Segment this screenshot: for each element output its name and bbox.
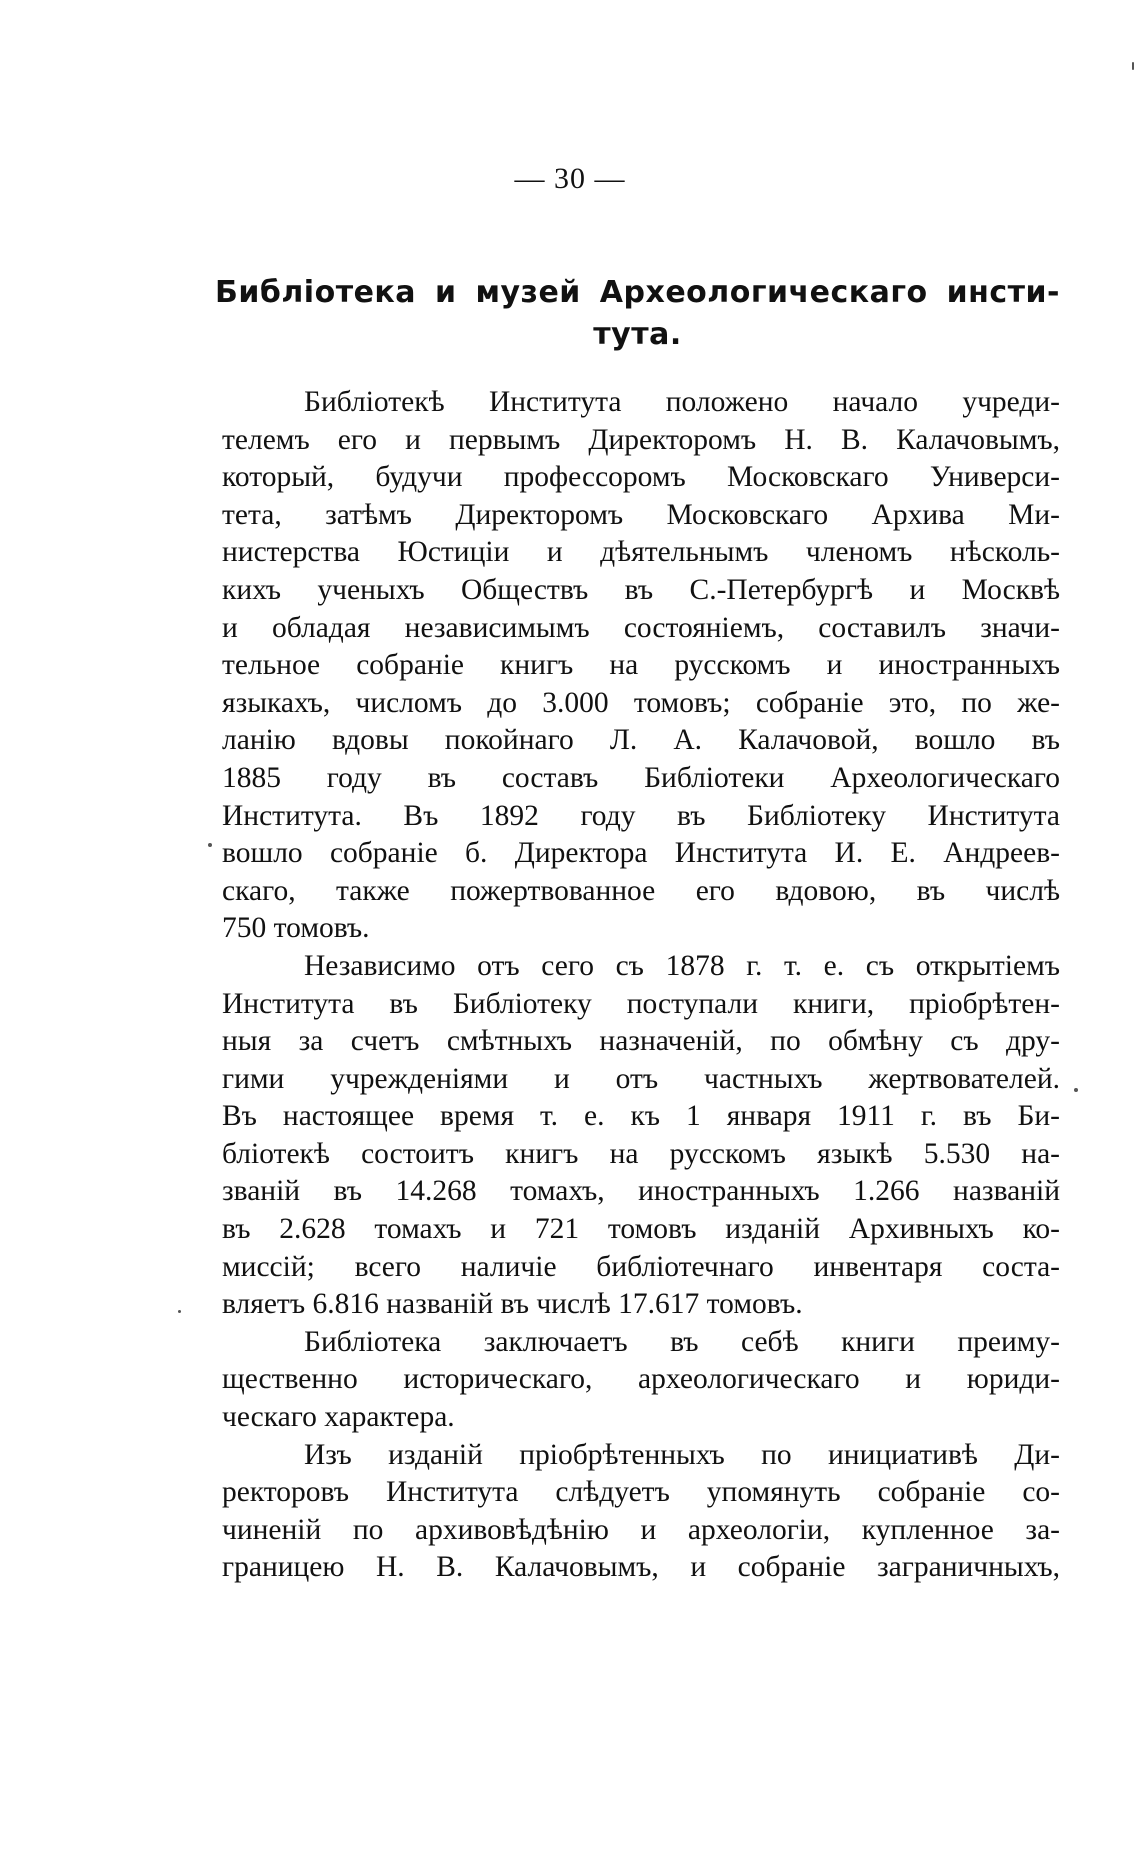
text-line: кихъ ученыхъ Обществъ въ С.-Петербургѣ и Москвѣ bbox=[222, 573, 1060, 606]
text-line: который, будучи профессоромъ Московскаго Универси- bbox=[222, 461, 1060, 494]
text-line: Института. Въ 1892 году въ Библіотеку Института bbox=[222, 799, 1060, 832]
text-line: гими учрежденіями и отъ частныхъ жертвователей. bbox=[222, 1062, 1060, 1095]
text-line: языкахъ, числомъ до 3.000 томовъ; собраніе это, по же- bbox=[222, 686, 1060, 719]
text-line: Изъ изданій пріобрѣтенныхъ по инициативѣ Ди- bbox=[304, 1438, 1060, 1471]
text-line: ланію вдовы покойнаго Л. А. Калачовой, вошло въ bbox=[222, 724, 1060, 757]
text-line: Независимо отъ сего съ 1878 г. т. е. съ открытіемъ bbox=[304, 949, 1060, 982]
text-line: щественно историческаго, археологическаго и юриди- bbox=[222, 1363, 1060, 1396]
text-line: ческаго характера. bbox=[222, 1401, 455, 1434]
text-line: бліотекѣ состоитъ книгъ на русскомъ языкѣ 5.530 на- bbox=[222, 1137, 1060, 1170]
scan-speck bbox=[178, 1310, 181, 1313]
text-line: ректоровъ Института слѣдуетъ упомянуть собраніе со- bbox=[222, 1476, 1060, 1509]
scan-speck bbox=[1132, 62, 1134, 70]
text-line: 750 томовъ. bbox=[222, 912, 370, 945]
section-heading bbox=[215, 272, 1060, 356]
text-line: границею Н. В. Калачовымъ, и собраніе заграничныхъ, bbox=[222, 1551, 1060, 1584]
text-line: миссій; всего наличіе библіотечнаго инвентаря соста- bbox=[222, 1250, 1060, 1283]
scan-speck bbox=[1074, 1088, 1078, 1092]
text-line: вляетъ 6.816 названій въ числѣ 17.617 томовъ. bbox=[222, 1288, 803, 1321]
text-line: Библіотека заключаетъ въ себѣ книги преиму- bbox=[304, 1325, 1060, 1358]
text-line: тельное собраніе книгъ на русскомъ и иностранныхъ bbox=[222, 649, 1060, 682]
text-line: вошло собраніе б. Директора Института И. Е. Андреев- bbox=[222, 837, 1060, 870]
text-line: Института въ Библіотеку поступали книги, пріобрѣтен- bbox=[222, 987, 1060, 1020]
text-line: Библіотекѣ Института положено начало учреди- bbox=[304, 386, 1060, 418]
text-line: телемъ его и первымъ Директоромъ Н. В. Калачовымъ, bbox=[222, 423, 1060, 456]
text-line: званій въ 14.268 томахъ, иностранныхъ 1.266 названій bbox=[222, 1175, 1060, 1208]
text-line: скаго, также пожертвованное его вдовою, въ числѣ bbox=[222, 874, 1060, 907]
text-line: 1885 году въ составъ Библіотеки Археологическаго bbox=[222, 761, 1060, 794]
text-line: ныя за счетъ смѣтныхъ назначеній, по обмѣну съ дру- bbox=[222, 1025, 1060, 1058]
scan-speck bbox=[208, 843, 212, 847]
text-line: чиненій по архивовѣдѣнію и археологіи, купленное за- bbox=[222, 1513, 1060, 1546]
text-line: и обладая независимымъ состояніемъ, составилъ значи- bbox=[222, 611, 1060, 644]
text-line: нистерства Юстиціи и дѣятельнымъ членомъ нѣсколь- bbox=[222, 536, 1060, 569]
page-number: — 30 — bbox=[514, 162, 626, 195]
heading-line: Библіотека и музей Археологическаго инсти- bbox=[215, 275, 1060, 310]
text-line: тета, затѣмъ Директоромъ Московскаго Архива Ми- bbox=[222, 498, 1060, 531]
heading-line: тута. bbox=[593, 317, 682, 352]
text-line: Въ настоящее время т. е. къ 1 января 1911 г. въ Би- bbox=[222, 1100, 1060, 1133]
body-text bbox=[222, 384, 1060, 1587]
text-line: въ 2.628 томахъ и 721 томовъ изданій Архивныхъ ко- bbox=[222, 1213, 1060, 1246]
